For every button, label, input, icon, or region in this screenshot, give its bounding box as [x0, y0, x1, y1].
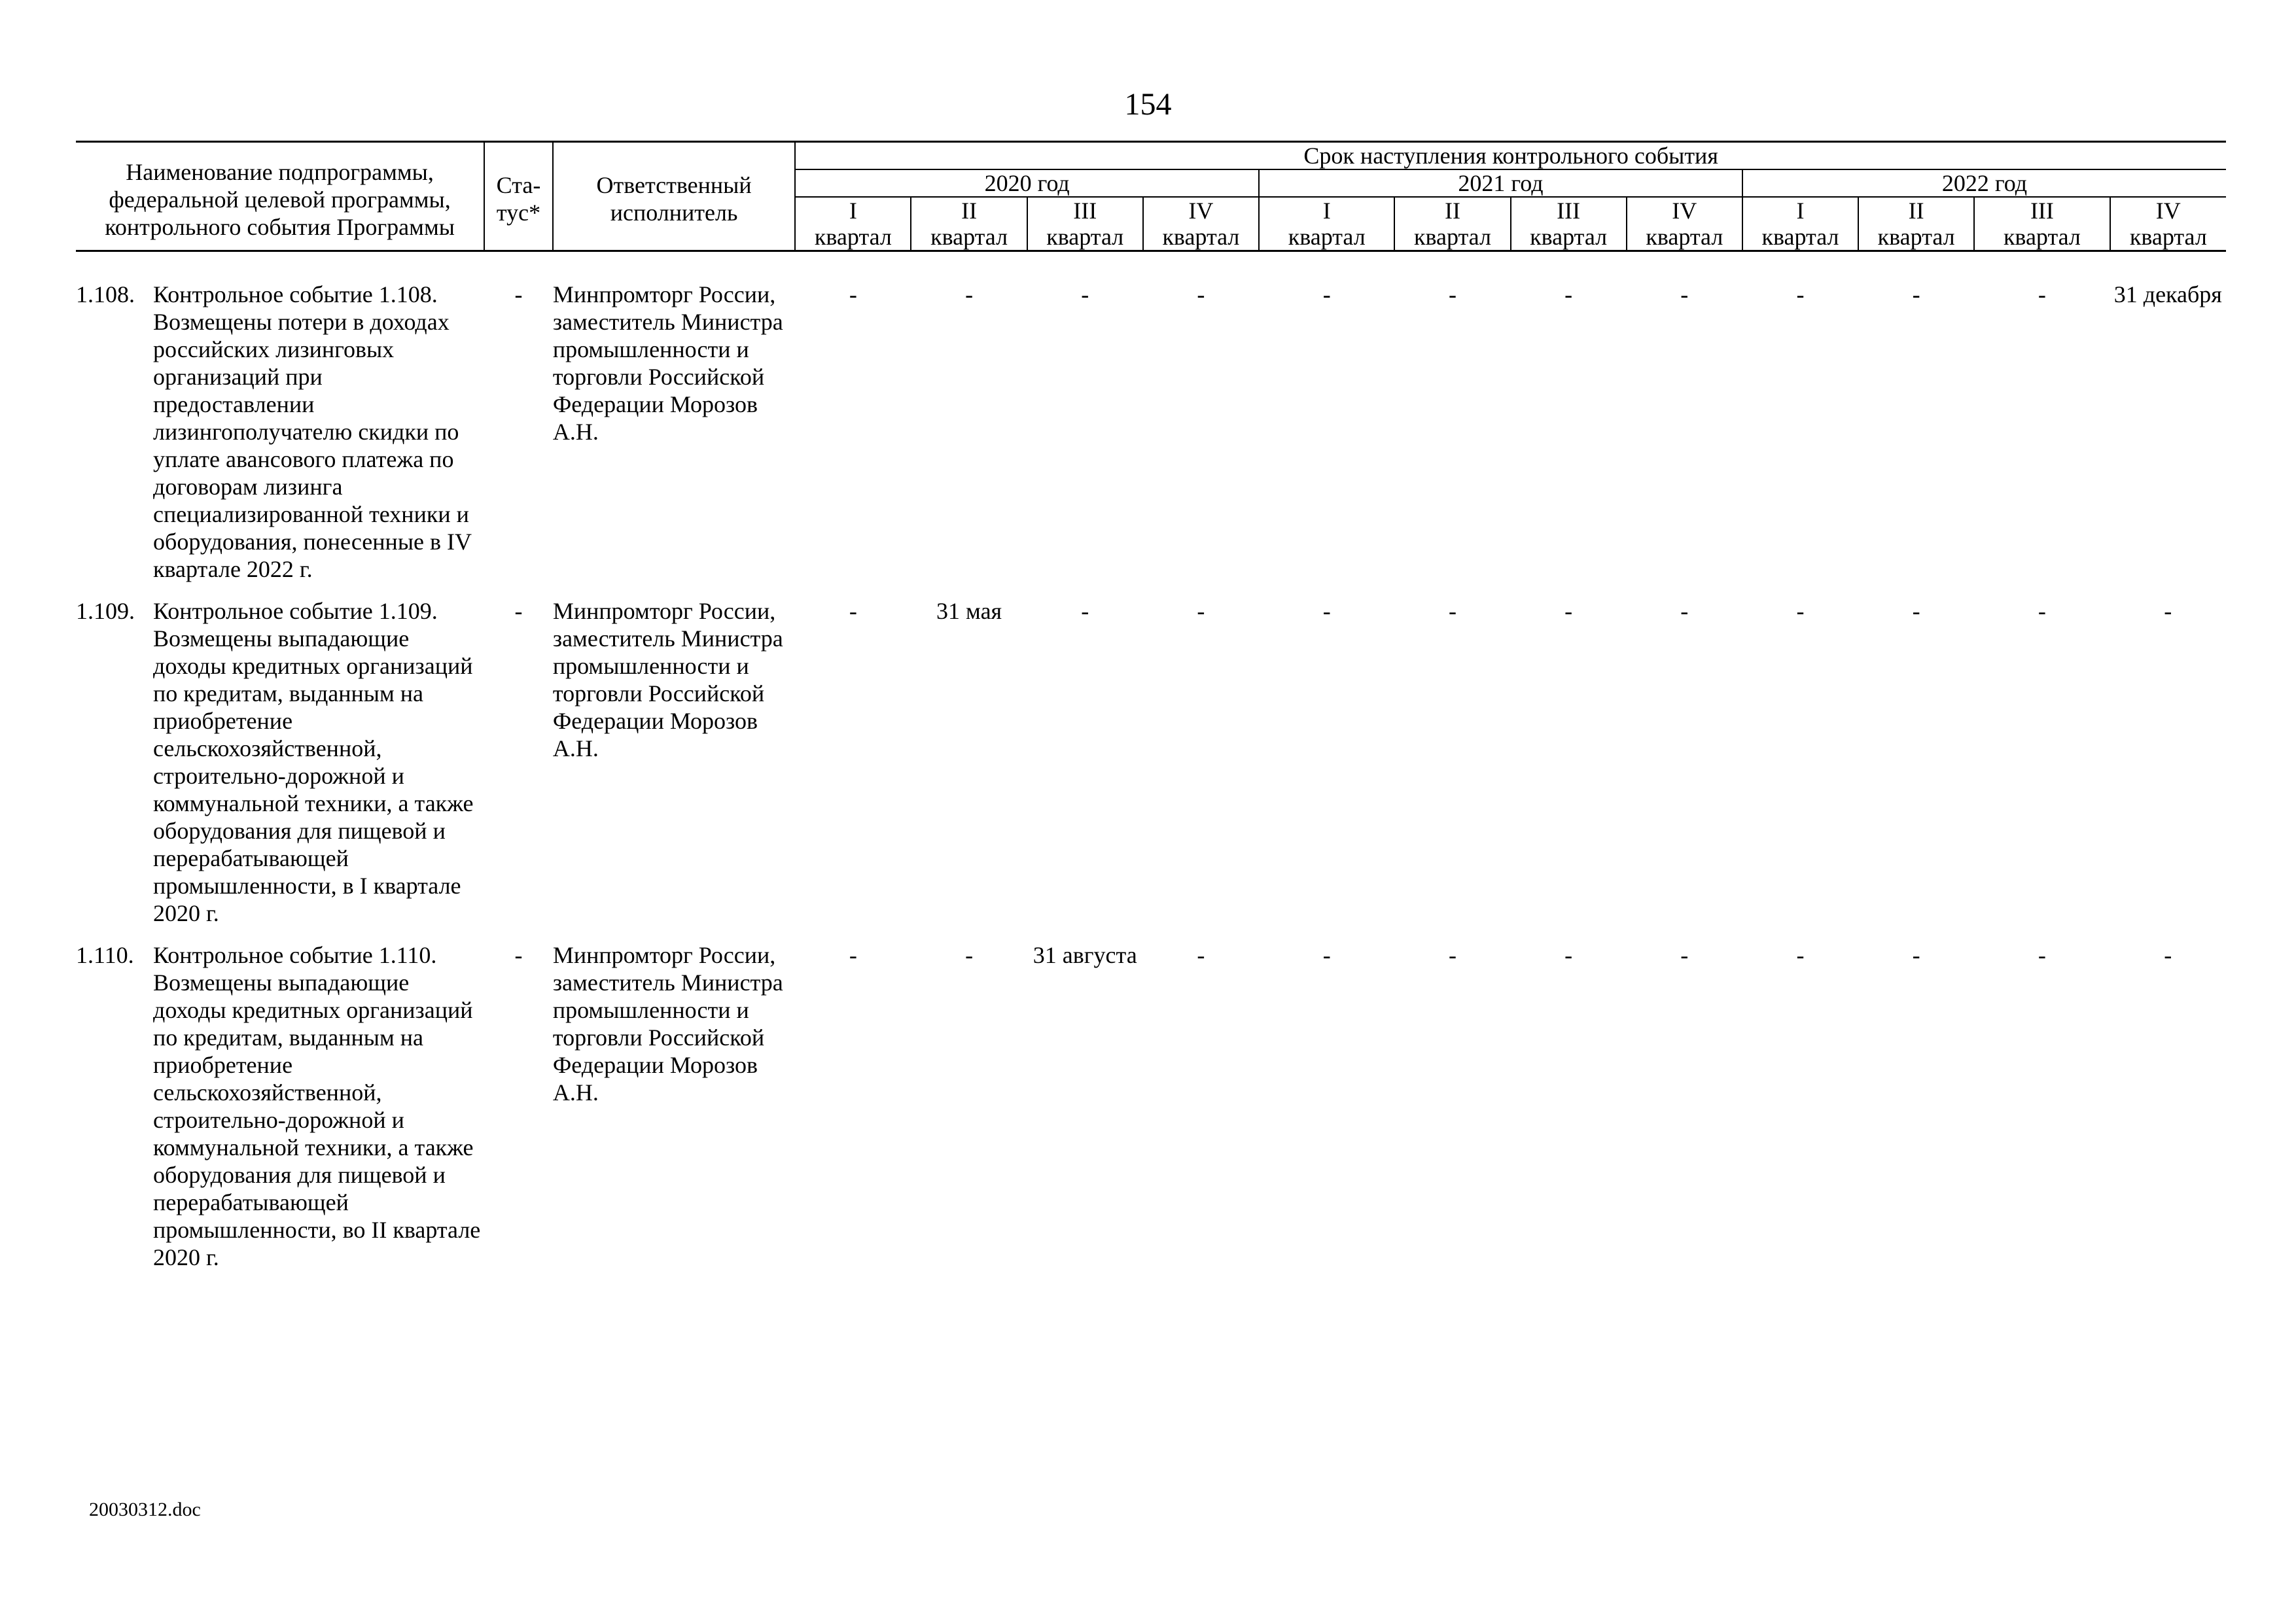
- row-quarter-value: -: [1081, 598, 1089, 624]
- control-events-table-container: [76, 141, 2226, 1285]
- table-header: [76, 142, 2226, 251]
- row-quarter-value: -: [1564, 281, 1573, 307]
- header-quarter: [1858, 197, 1974, 251]
- row-quarter-value: 31 декабря: [2113, 281, 2222, 307]
- row-quarter-value: -: [1322, 281, 1331, 307]
- header-quarter: [1974, 197, 2110, 251]
- row-number: 1.108.: [76, 281, 135, 307]
- quarter-number: IV: [2155, 198, 2181, 224]
- row-quarter-value: -: [1197, 942, 1205, 968]
- row-quarter-value: -: [1680, 598, 1689, 624]
- header-quarter: [1259, 197, 1394, 251]
- row-quarter-value: -: [1796, 942, 1805, 968]
- row-quarter-value: -: [1912, 598, 1920, 624]
- row-quarter-value: -: [2038, 598, 2046, 624]
- quarter-number: III: [1073, 198, 1097, 224]
- quarter-label: квартал: [1761, 224, 1839, 250]
- quarter-label: квартал: [1877, 224, 1955, 250]
- row-quarter-value: -: [1564, 942, 1573, 968]
- row-quarter-value: -: [1796, 281, 1805, 307]
- row-quarter-value: -: [1912, 942, 1920, 968]
- header-quarter: [795, 197, 911, 251]
- row-quarter-value: -: [1796, 598, 1805, 624]
- row-executor: Минпромторг России, заместитель Министра промышленности и торговли Российской Федерации Морозов А.Н.: [552, 942, 783, 1106]
- header-quarter: [1394, 197, 1510, 251]
- header-quarter: [911, 197, 1027, 251]
- row-quarter-value: -: [1564, 598, 1573, 624]
- control-events-table: [76, 141, 2226, 1285]
- row-quarter-value: -: [965, 942, 974, 968]
- quarter-label: квартал: [930, 224, 1008, 250]
- header-gap: [76, 251, 2226, 281]
- row-quarter-value: -: [1197, 598, 1205, 624]
- table-row: [76, 597, 2226, 941]
- quarter-number: I: [849, 198, 857, 224]
- quarter-number: II: [1908, 198, 1924, 224]
- row-name-cell: [76, 597, 484, 941]
- row-status: -: [514, 942, 523, 968]
- row-quarter-value: -: [1680, 942, 1689, 968]
- row-title: Контрольное событие 1.110. Возмещены выпадающие доходы кредитных организаций по кредитам, выданным на приобретение сельскохозяйственной, строительно-дорожной и коммунальной техники, а также оборудования для пищевой и перерабатывающей промышленности, во II квартале 2020 г.: [153, 942, 481, 1270]
- quarter-label: квартал: [1413, 224, 1491, 250]
- row-quarter-value: -: [2038, 281, 2046, 307]
- header-executor-column: Ответственный исполнитель: [553, 142, 795, 251]
- header-year-2021: 2021 год: [1259, 169, 1742, 197]
- quarter-label: квартал: [1162, 224, 1240, 250]
- header-quarter: [1511, 197, 1627, 251]
- quarter-label: квартал: [814, 224, 892, 250]
- row-quarter-value: -: [1448, 598, 1457, 624]
- table-row: [76, 941, 2226, 1285]
- header-name-column: Наименование подпрограммы, федеральной целевой программы, контрольного события Программы: [76, 142, 484, 251]
- row-quarter-value: -: [2164, 942, 2172, 968]
- quarter-label: квартал: [2003, 224, 2081, 250]
- quarter-number: III: [2030, 198, 2054, 224]
- row-status: -: [514, 281, 523, 307]
- row-quarter-value: -: [1322, 598, 1331, 624]
- header-quarter: [1742, 197, 1858, 251]
- table-body: [76, 251, 2226, 1286]
- row-quarter-value: -: [1448, 942, 1457, 968]
- header-quarter: [1143, 197, 1259, 251]
- header-quarter: [2110, 197, 2226, 251]
- quarter-label: квартал: [1530, 224, 1608, 250]
- row-quarter-value: -: [2038, 942, 2046, 968]
- header-year-2020: 2020 год: [795, 169, 1259, 197]
- header-quarter: [1027, 197, 1143, 251]
- quarter-label: квартал: [1288, 224, 1366, 250]
- quarter-number: I: [1322, 198, 1331, 224]
- row-quarter-value: -: [849, 598, 857, 624]
- header-quarter: [1627, 197, 1742, 251]
- quarter-number: II: [961, 198, 978, 224]
- quarter-number: III: [1557, 198, 1581, 224]
- quarter-number: I: [1796, 198, 1805, 224]
- row-title: Контрольное событие 1.109. Возмещены выпадающие доходы кредитных организаций по кредитам, выданным на приобретение сельскохозяйственной, строительно-дорожной и коммунальной техники, а также оборудования для пищевой и перерабатывающей промышленности, в I квартале 2020 г.: [153, 598, 474, 926]
- header-deadline-column: Срок наступления контрольного события: [795, 142, 2226, 170]
- quarter-label: квартал: [2129, 224, 2207, 250]
- row-quarter-value: -: [2164, 598, 2172, 624]
- row-quarter-value: 31 мая: [936, 598, 1002, 624]
- row-name-cell: [76, 281, 484, 597]
- row-quarter-value: -: [1680, 281, 1689, 307]
- row-executor: Минпромторг России, заместитель Министра промышленности и торговли Российской Федерации Морозов А.Н.: [552, 598, 783, 761]
- row-executor: Минпромторг России, заместитель Министра промышленности и торговли Российской Федерации Морозов А.Н.: [552, 281, 783, 445]
- row-quarter-value: -: [965, 281, 974, 307]
- quarter-label: квартал: [1646, 224, 1723, 250]
- row-quarter-value: -: [1197, 281, 1205, 307]
- quarter-number: II: [1444, 198, 1460, 224]
- row-quarter-value: -: [849, 942, 857, 968]
- quarter-number: IV: [1672, 198, 1697, 224]
- row-quarter-value: -: [1322, 942, 1331, 968]
- row-name-cell: [76, 941, 484, 1285]
- table-row: [76, 281, 2226, 597]
- row-quarter-value: -: [1448, 281, 1457, 307]
- header-status-column: Ста-тус*: [484, 142, 553, 251]
- row-number: 1.110.: [76, 942, 134, 968]
- row-quarter-value: 31 августа: [1033, 942, 1137, 968]
- header-year-2022: 2022 год: [1742, 169, 2226, 197]
- row-status: -: [514, 598, 523, 624]
- row-quarter-value: -: [1081, 281, 1089, 307]
- row-quarter-value: -: [849, 281, 857, 307]
- page-number: 154: [1124, 87, 1172, 122]
- row-number: 1.109.: [76, 598, 135, 624]
- quarter-number: IV: [1188, 198, 1214, 224]
- row-quarter-value: -: [1912, 281, 1920, 307]
- quarter-label: квартал: [1046, 224, 1124, 250]
- document-code: 20030312.doc: [89, 1499, 201, 1520]
- row-title: Контрольное событие 1.108. Возмещены потери в доходах российских лизинговых организаций при предоставлении лизингополучателю скидки по уплате авансового платежа по договорам лизинга специализированной техники и оборудования, понесенные в IV квартале 2022 г.: [153, 281, 472, 582]
